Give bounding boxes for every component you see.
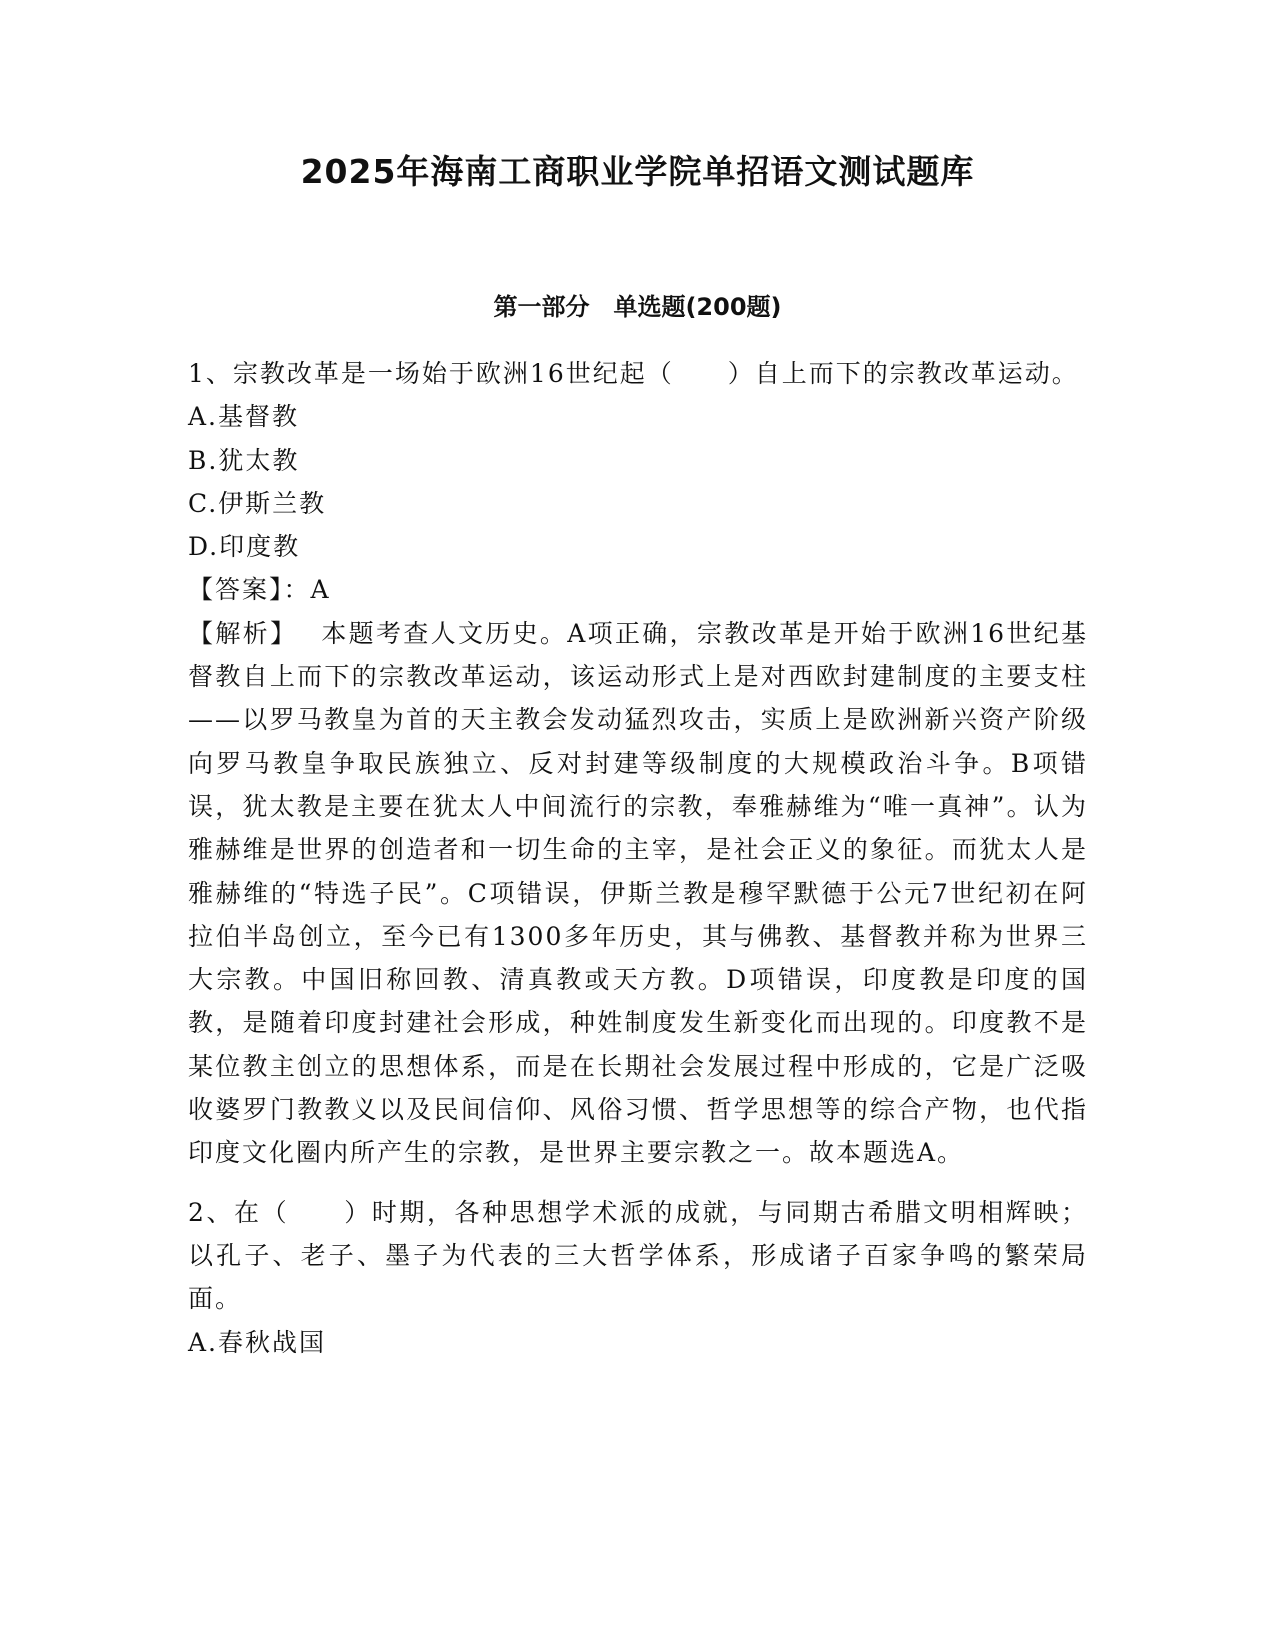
document-title: 2025年海南工商职业学院单招语文测试题库 bbox=[300, 152, 975, 191]
question-stem: 2、在（ ）时期，各种思想学术派的成就，与同期古希腊文明相辉映；以孔子、老子、墨子为代表的三大哲学体系，形成诸子百家争鸣的繁荣局面。 bbox=[188, 1197, 1088, 1314]
analysis-paragraph bbox=[188, 612, 1088, 1175]
option-b: B.犹太教 bbox=[188, 445, 300, 475]
analysis-text: 本题考查人文历史。A项正确，宗教改革是开始于欧洲16世纪基督教自上而下的宗教改革运动，该运动形式上是对西欧封建制度的主要支柱——以罗马教皇为首的天主教会发动猛烈攻击，实质上是欧洲新兴资产阶级向罗马教皇争取民族独立、反对封建等级制度的大规模政治斗争。B项错误，犹太教是主要在犹太人中间流行的宗教，奉雅赫维为“唯一真神”。认为雅赫维是世界的创造者和一切生命的主宰，是社会正义的象征。而犹太人是雅赫维的“特选子民”。C项错误，伊斯兰教是穆罕默德于公元7世纪初在阿拉伯半岛创立，至今已有1300多年历史，其与佛教、基督教并称为世界三大宗教。中国旧称回教、清真教或天方教。D项错误，印度教是印度的国教，是随着印度封建社会形成，种姓制度发生新变化而出现的。印度教不是某位教主创立的思想体系，而是在长期社会发展过程中形成的，它是广泛吸收婆罗门教教义以及民间信仰、风俗习惯、哲学思想等的综合产物，也代指印度文化圈内所产生的宗教，是世界主要宗教之一。故本题选A。 bbox=[188, 618, 1088, 1168]
question-1 bbox=[188, 352, 1088, 1175]
option-a: A.春秋战国 bbox=[188, 1327, 327, 1357]
answer-label: 【答案】： bbox=[188, 575, 311, 605]
question-2 bbox=[188, 1191, 1088, 1364]
answer-line bbox=[188, 568, 1088, 611]
option-a: A.基督教 bbox=[188, 402, 300, 432]
option-d: D.印度教 bbox=[188, 532, 301, 562]
option-c: C.伊斯兰教 bbox=[188, 488, 327, 518]
document-body bbox=[188, 352, 1088, 1364]
answer-value: A bbox=[310, 575, 331, 605]
section-title: 第一部分 单选题(200题) bbox=[493, 293, 782, 321]
question-stem: 1、宗教改革是一场始于欧洲16世纪起（ ）自上而下的宗教改革运动。 bbox=[188, 359, 1079, 388]
analysis-label: 【解析】 bbox=[188, 618, 298, 648]
